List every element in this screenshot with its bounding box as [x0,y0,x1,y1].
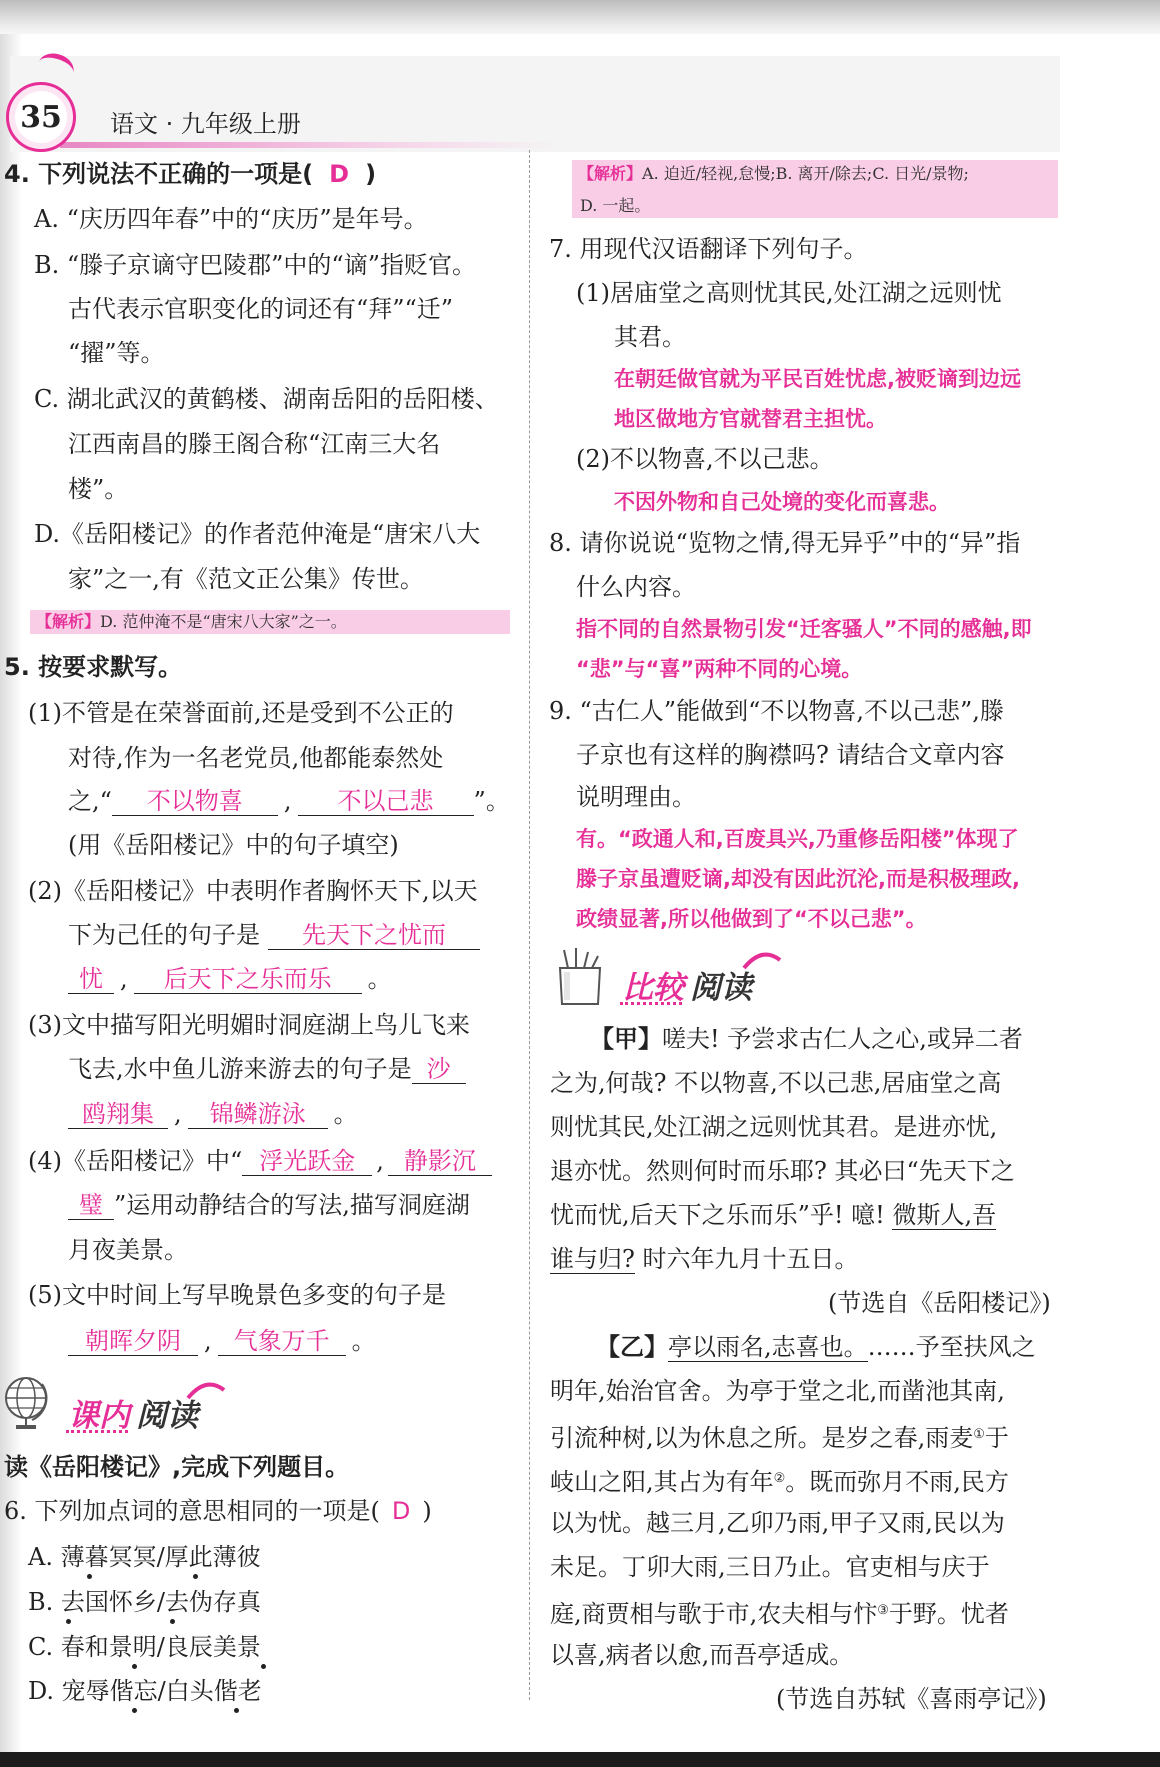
q5-part2-blank-line2: 忧 , 后天下之乐而乐 。 [68,964,392,994]
q5-part4-cont2: 月夜美景。 [68,1236,188,1264]
q7-answer1-cont: 地区做地方官就替君主担忧。 [614,407,887,431]
q4-option-a: A. “庆历四年春”中的“庆历”是年号。 [34,205,428,233]
passage-yi-line2: 明年,始治官舍。为亭于堂之北,而凿池其南, [550,1377,1005,1405]
q9-stem-cont: 子京也有这样的胸襟吗? 请结合文章内容 [576,741,1005,769]
passage-jia-line2: 之为,何哉? 不以物喜,不以己悲,居庙堂之高 [550,1069,1002,1097]
q7-stem: 7. 用现代汉语翻译下列句子。 [549,235,868,263]
q5-p2-answer2: 后天下之乐而乐 [163,965,332,993]
q7-answer2: 不因外物和自己处境的变化而喜悲。 [614,490,950,514]
q4-stem: 4. 下列说法不正确的一项是( D ) [4,160,377,188]
q4-option-c-cont: 江西南昌的滕王阁合称“江南三大名 [68,430,441,458]
q5-part2: (2)《岳阳楼记》中表明作者胸怀天下,以天 [28,877,478,905]
q6-answer: D [391,1497,411,1525]
globe-icon [2,1374,54,1430]
q7-sentence2: (2)不以物喜,不以己悲。 [576,445,834,473]
q5-part4-cont: 璧 ”运用动静结合的写法,描写洞庭湖 [68,1190,470,1220]
section-title-compare: 比较 阅读 [622,970,752,1006]
page-fold-shadow [0,34,22,1752]
q5-part1-cont: 对待,作为一名老党员,他都能泰然处 [68,744,444,772]
passage-yi-line5: 以为忧。越三月,乙卯乃雨,甲子又雨,民以为 [550,1509,1005,1537]
q5-part1: (1)不管是在荣誉面前,还是受到不公正的 [28,699,454,727]
q5-part1-note: (用《岳阳楼记》中的句子填空) [68,831,399,859]
column-divider [529,150,530,1700]
q6-option-a: A. 薄暮冥冥/厚此薄彼 [28,1543,261,1571]
q5-p2-answer1: 先天下之忧而 [302,921,446,949]
section-title-inclass: 课内 阅读 [68,1398,198,1434]
q5-p5-answer1: 朝晖夕阴 [85,1327,181,1355]
passage-jia-line1: 【甲】嗟夫! 予尝求古仁人之心,或异二者 [590,1025,1023,1053]
q6-explanation-cont: D. 一起。 [580,196,651,215]
q9-stem-cont2: 说明理由。 [576,783,696,811]
reading-intro: 读《岳阳楼记》,完成下列题目。 [4,1453,350,1481]
passage-yi-tag: 【乙】 [596,1333,668,1361]
q5-p1-answer2: 不以己悲 [337,787,434,815]
section-dots-compare [620,1002,682,1005]
q5-part3: (3)文中描写阳光明媚时洞庭湖上鸟儿飞来 [28,1011,470,1039]
q5-p3-answer1: 沙 [426,1055,451,1083]
q5-part3-blank-line: 飞去,水中鱼儿游来游去的句子是 沙 [68,1054,466,1084]
q8-stem: 8. 请你说说“览物之情,得无异乎”中的“异”指 [549,529,1021,557]
q4-answer: D [329,160,350,188]
q4-option-c-cont2: 楼”。 [68,475,129,503]
q4-option-b-cont2: “擢”等。 [68,339,165,367]
passage-jia-source: (节选自《岳阳楼记》) [828,1289,1051,1317]
q7-sentence1: (1)居庙堂之高则忧其民,处江湖之远则忧 [576,279,1002,307]
page-number: 35 [15,91,67,143]
passage-jia-line4: 退亦忧。然则何时而乐耶? 其必曰“先天下之 [550,1157,1015,1185]
section-swoosh-inclass [186,1380,226,1400]
q5-p5-answer2: 气象万千 [233,1327,330,1355]
q7-answer1: 在朝廷做官就为平民百姓忧虑,被贬谪到边远 [614,367,1021,391]
book-title: 语文 · 九年级上册 [110,110,301,138]
passage-yi-line7: 庭,商贾相与歌于市,农夫相与忭③于野。忧者 [550,1600,1009,1628]
q5-part2-blank-line: 下为己任的句子是 先天下之忧而 [68,920,480,950]
pen-holder-icon [550,946,610,1008]
passage-yi-line1: 【乙】亭以雨名,志喜也。……予至扶风之 [596,1333,1036,1361]
q6-option-b: B. 去国怀乡/去伪存真 [28,1588,261,1616]
scan-bottom-edge [0,1752,1160,1767]
q5-part3-blank-line2: 鸥翔集 , 锦鳞游泳 。 [68,1099,358,1129]
passage-yi-line6: 未足。丁卯大雨,三日乃止。官吏相与庆于 [550,1553,990,1581]
q4-explanation: 【解析】D. 范仲淹不是“唐宋八大家”之一。 [36,612,347,631]
passage-yi-source: (节选自苏轼《喜雨亭记》) [776,1685,1047,1713]
q4-option-b: B. “滕子京谪守巴陵郡”中的“谪”指贬官。 [34,251,476,279]
q8-answer: 指不同的自然景物引发“迁客骚人”不同的感触,即 [576,617,1032,641]
page-number-badge [6,82,76,152]
passage-yi-line8: 以喜,病者以愈,而吾亭适成。 [550,1641,854,1669]
q4-option-c: C. 湖北武汉的黄鹤楼、湖南岳阳的岳阳楼、 [34,385,499,413]
section-swoosh-compare [742,950,782,970]
q8-stem-cont: 什么内容。 [576,573,696,601]
q4-option-d-cont: 家”之一,有《范文正公集》传世。 [68,565,424,593]
q4-option-b-cont: 古代表示官职变化的词还有“拜”“迁” [68,295,454,323]
passage-yi-line4: 岐山之阳,其占为有年②。既而弥月不雨,民方 [550,1468,1009,1496]
passage-jia-tag: 【甲】 [590,1025,662,1053]
q6-option-d: D. 宠辱偕忘/白头偕老 [28,1677,262,1705]
q5-part1-blank-line: 之,“ 不以物喜 , 不以己悲 ”。 [68,787,510,815]
q5-p3-answer2: 锦鳞游泳 [209,1100,306,1128]
q6-option-c: C. 春和景明/良辰美景 [28,1633,261,1661]
passage-jia-line3: 则忧其民,处江湖之远则忧其君。是进亦忧, [550,1113,998,1141]
q9-answer-cont: 滕子京虽遭贬谪,却没有因此沉沦,而是积极理政, [576,867,1020,891]
q7-sentence1-cont: 其君。 [614,323,686,351]
q8-answer-cont: “悲”与“喜”两种不同的心境。 [576,657,863,681]
q5-p4-answer1: 浮光跃金 [259,1147,356,1175]
q5-part5: (5)文中时间上写早晚景色多变的句子是 [28,1281,446,1309]
q5-part5-blank-line: 朝晖夕阴 , 气象万千 。 [68,1326,376,1356]
q4-option-d: D.《岳阳楼记》的作者范仲淹是“唐宋八大 [34,520,481,548]
scan-top-edge [0,0,1160,34]
q5-part4-blank-line: (4)《岳阳楼记》中“ 浮光跃金 , 静影沉 [28,1146,492,1176]
q5-p1-answer1: 不以物喜 [146,787,243,815]
section-dots-inclass [66,1430,128,1433]
q9-answer-cont2: 政绩显著,所以他做到了“不以己悲”。 [576,907,927,931]
q9-stem: 9. “古仁人”能做到“不以物喜,不以己悲”,滕 [549,697,1004,725]
passage-jia-line5: 忧而忧,后天下之乐而乐”乎! 噫! 微斯人,吾 [550,1201,997,1229]
header-underline [60,142,560,148]
q5-stem: 5. 按要求默写。 [4,653,183,681]
passage-jia-line6: 谁与归? 时六年九月十五日。 [550,1245,859,1273]
q6-stem: 6. 下列加点词的意思相同的一项是( D ) [4,1497,432,1525]
q5-p4-answer2: 静影沉 [403,1147,476,1175]
q9-answer: 有。“政通人和,百废具兴,乃重修岳阳楼”体现了 [576,827,1019,851]
passage-yi-line3: 引流种树,以为休息之所。是岁之春,雨麦①于 [550,1424,1009,1452]
q6-explanation: 【解析】A. 迫近/轻视,怠慢;B. 离开/除去;C. 日光/景物; [578,164,969,183]
